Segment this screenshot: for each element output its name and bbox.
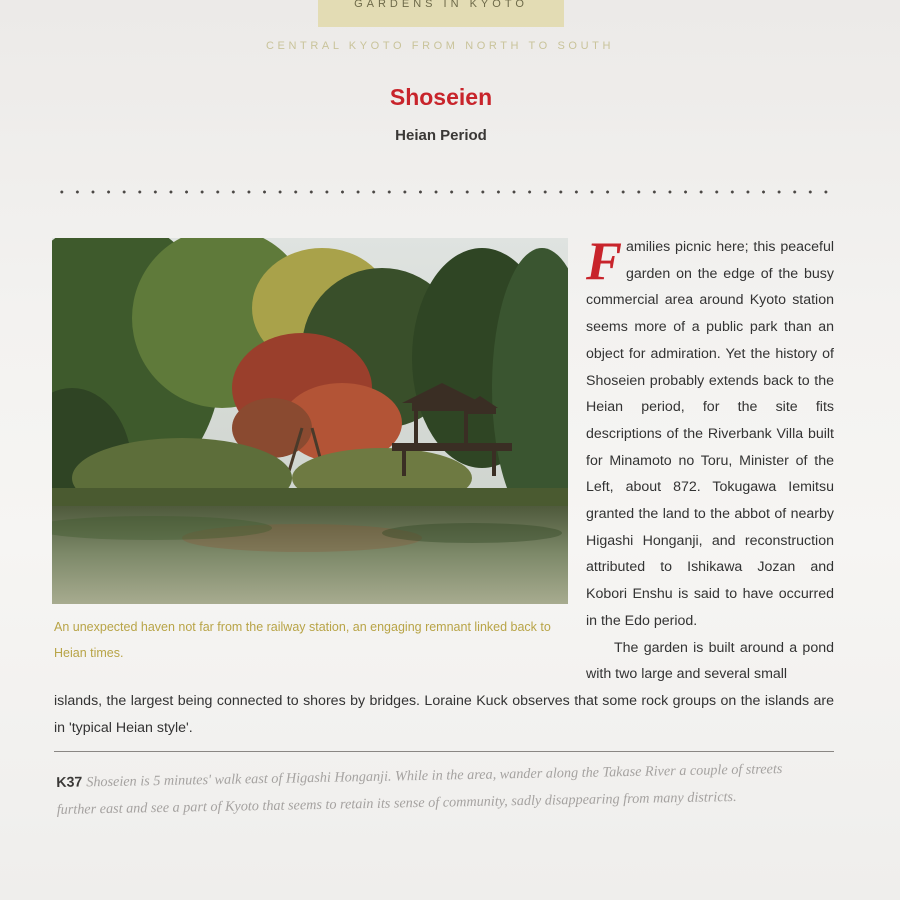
dotted-divider (54, 188, 834, 196)
paragraph-2-start: The garden is built around a pond with two large and several small (586, 639, 834, 683)
period-subtitle: Heian Period (395, 127, 487, 144)
garden-photo (52, 238, 568, 604)
paragraph-1-text: amilies picnic here; this peaceful garden on the edge of the busy commercial area around Kyoto station seems more of a public park than an object for admiration. Yet the history of Shoseien probably extends back to the Heian period, for the site fits descriptions of the Riverbank Villa built for Minamoto no Toru, Minister of the Left, about 872. Tokugawa Iemitsu granted the land to the abbot of nearby Higashi Honganji, and reconstruction attributed to Ishikawa Jozan and Kobori Enshu is said to have occurred in the Edo period. (586, 239, 834, 629)
section-label: CENTRAL KYOTO FROM NORTH TO SOUTH (266, 40, 614, 52)
footnote-code: K37 (56, 774, 83, 791)
running-head: GARDENS IN KYOTO (318, 0, 564, 27)
garden-photo-illustration (52, 238, 568, 604)
footnote-text: Shoseien is 5 minutes' walk east of Higashi Honganji. While in the area, wander along the Takase River a couple of streets further east and see a part of Kyoto that seems to retain its sense of community, sadly disappearing from many districts. (56, 761, 783, 818)
photo-caption: An unexpected haven not far from the railway station, an engaging remnant linked back to Heian times. (54, 620, 551, 660)
body-column (586, 231, 834, 688)
paragraph-1 (586, 231, 834, 635)
paragraph-2-continued: islands, the largest being connected to shores by bridges. Loraine Kuck observes that some rock groups on the islands are in 'typical Heian style'. (54, 693, 834, 736)
drop-cap: F (586, 231, 623, 291)
footnote (56, 755, 817, 824)
garden-title: Shoseien (389, 84, 493, 110)
footnote-rule (54, 751, 834, 752)
